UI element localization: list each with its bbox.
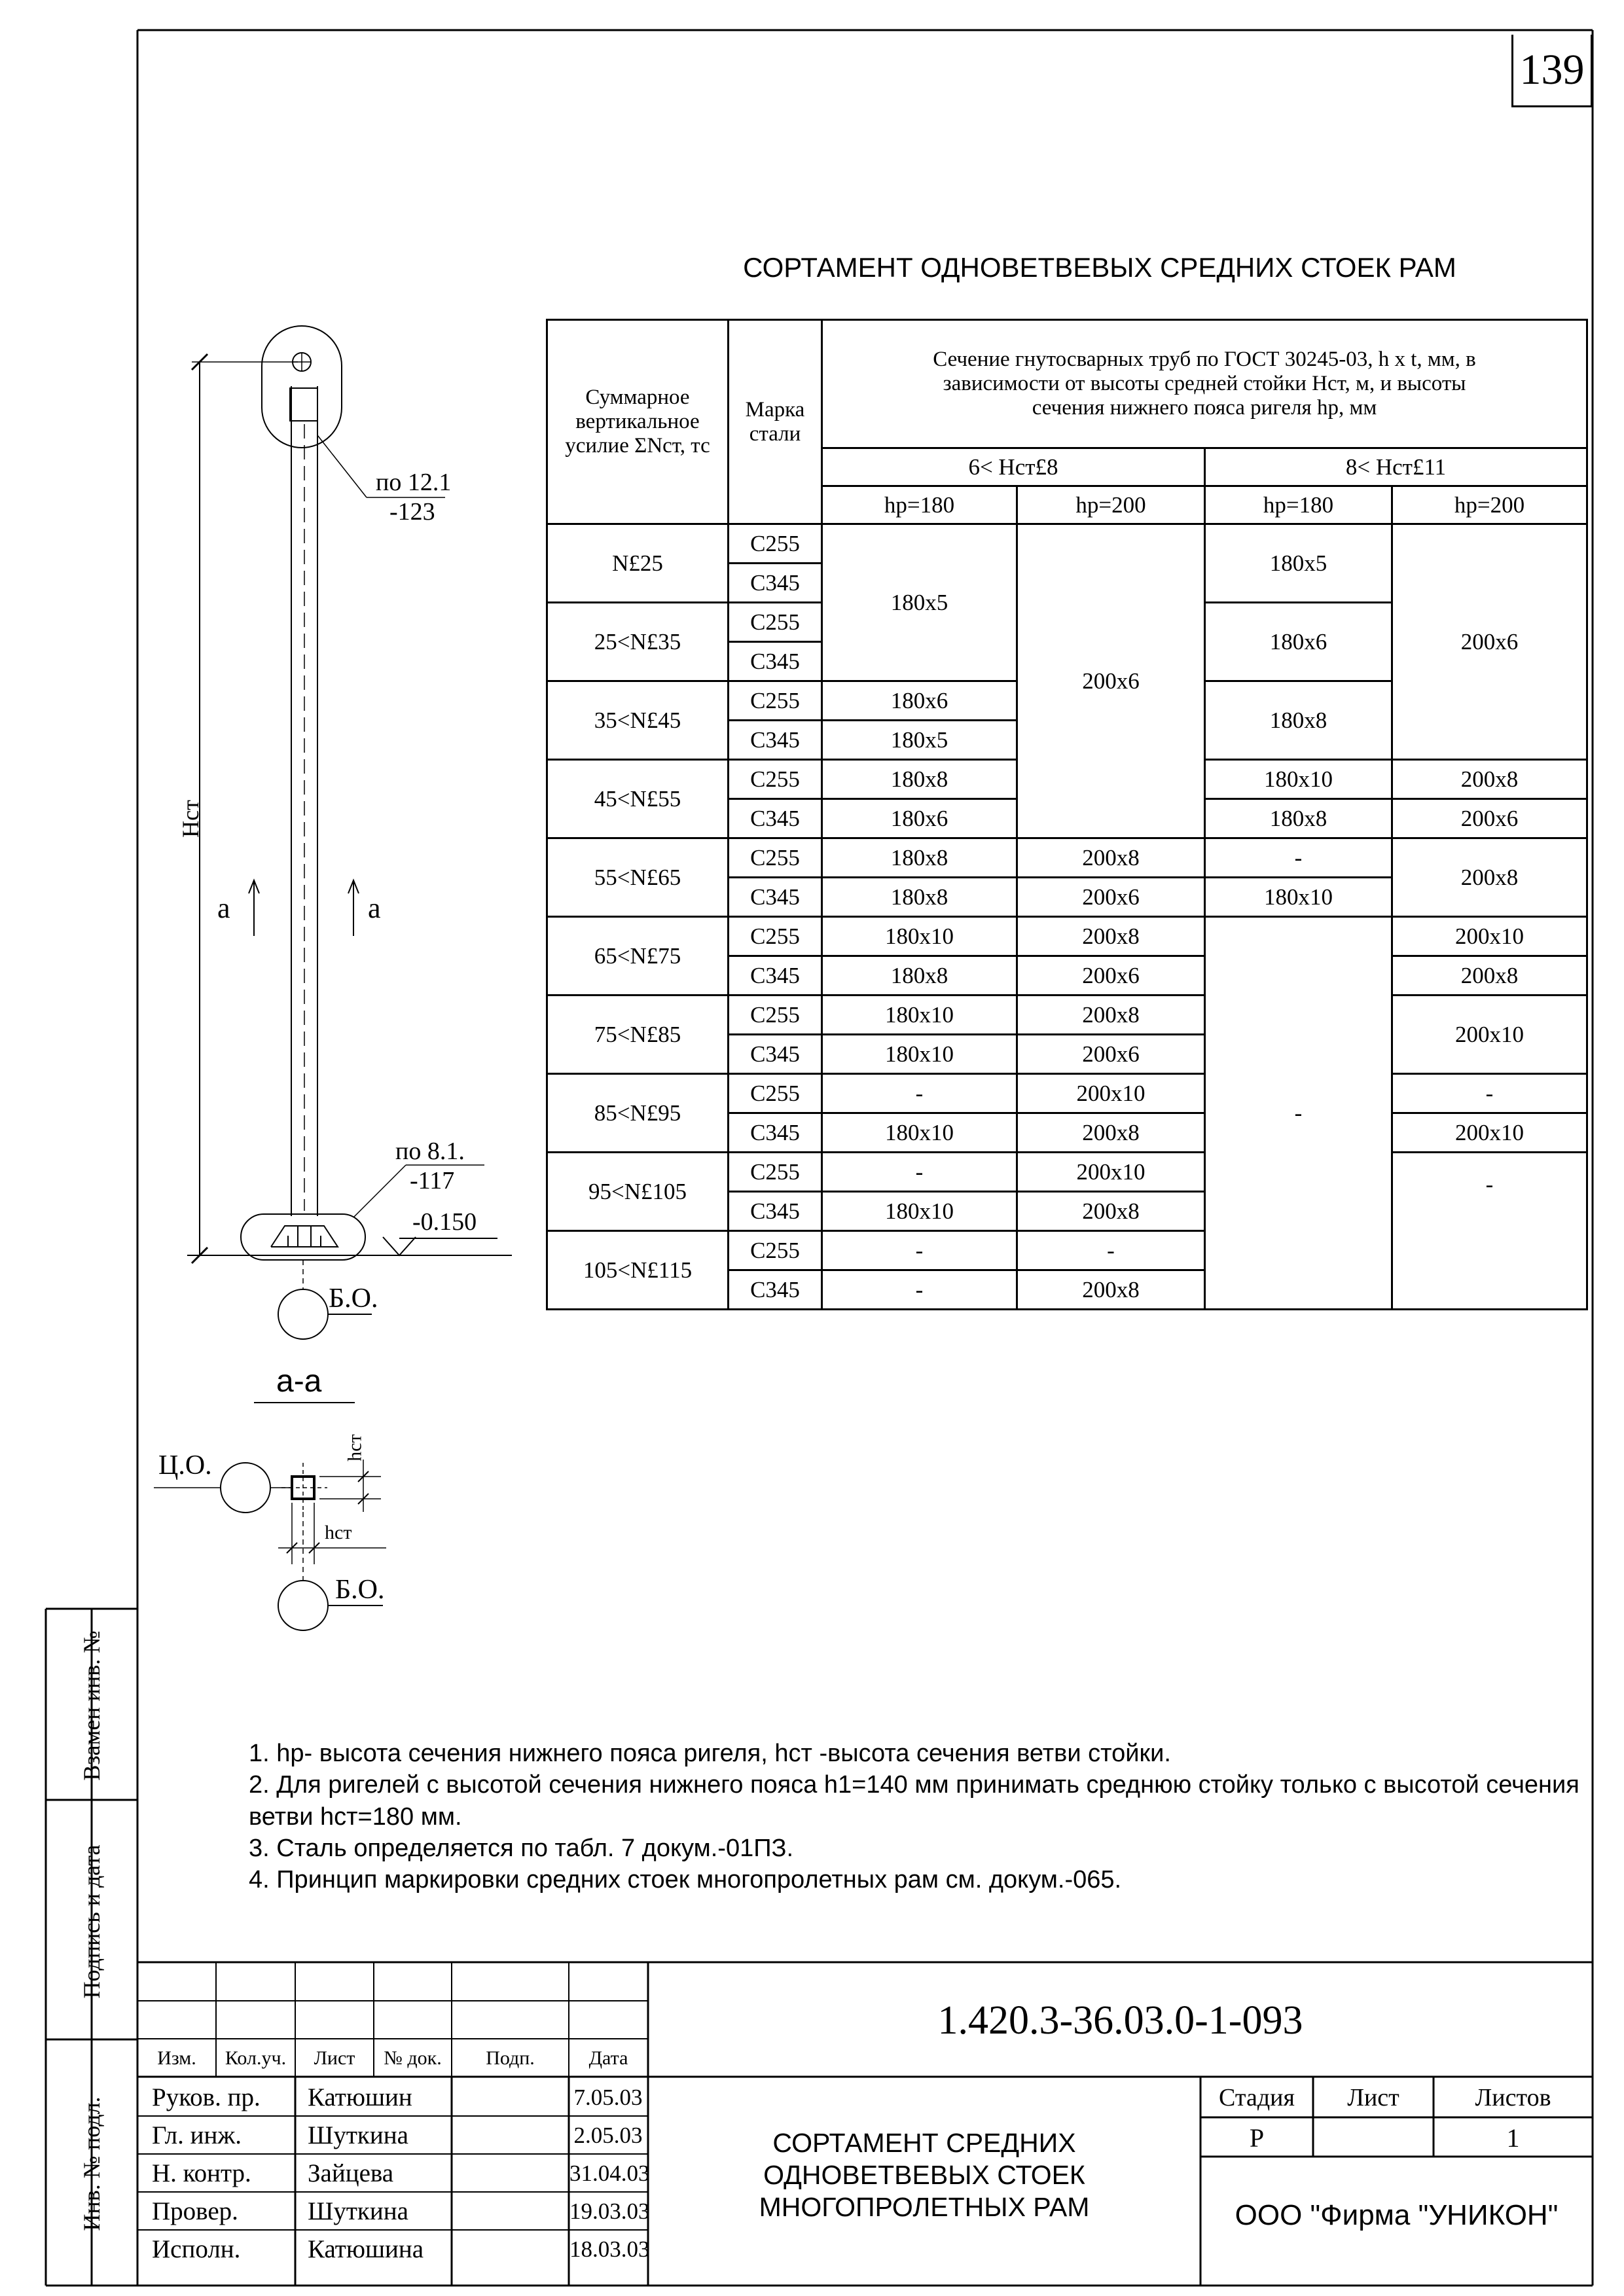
section-cell: 200x10 xyxy=(1017,1074,1205,1113)
ref-top-number: -123 xyxy=(389,498,435,526)
header-section: Сечение гнутосварных труб по ГОСТ 30245-03, h x t, мм, в зависимости от высоты средней стойки Нст, м, и высоты сечения нижнего пояса ригеля hр, мм xyxy=(822,320,1587,448)
section-cell: 200x6 xyxy=(1392,799,1587,838)
tb-header-date: Дата xyxy=(588,2047,628,2069)
tb-date: 18.03.03 xyxy=(569,2236,650,2262)
section-cell: - xyxy=(822,1231,1017,1270)
force-cell: 55<N£65 xyxy=(547,838,729,917)
steel-cell: С345 xyxy=(729,878,822,917)
force-cell: 25<N£35 xyxy=(547,603,729,681)
steel-cell: С255 xyxy=(729,1074,822,1113)
section-cell: - xyxy=(822,1074,1017,1113)
section-cell: 180x8 xyxy=(822,760,1017,799)
force-cell: 35<N£45 xyxy=(547,681,729,760)
axis-bottom-label: Б.О. xyxy=(329,1283,378,1314)
section-cell: 200x8 xyxy=(1017,1270,1205,1310)
force-cell: N£25 xyxy=(547,524,729,603)
section-cell: 200x10 xyxy=(1392,917,1587,956)
header-sub-1: hр=180 xyxy=(822,486,1017,524)
section-cell: 200x8 xyxy=(1392,956,1587,996)
note-item: 4. Принцип маркировки средних стоек многопролетных рам см. докум.-065. xyxy=(249,1866,1122,1893)
stage-value: Р xyxy=(1249,2123,1265,2153)
steel-cell: С255 xyxy=(729,1231,822,1270)
section-cell: 180x8 xyxy=(822,838,1017,878)
section-cell: 180x8 xyxy=(822,956,1017,996)
steel-cell: С345 xyxy=(729,1270,822,1310)
tb-header-izm: Изм. xyxy=(157,2047,196,2069)
tb-date: 31.04.03 xyxy=(569,2161,650,2186)
tb-date: 19.03.03 xyxy=(569,2198,650,2224)
tb-name: Катюшина xyxy=(308,2235,424,2263)
header-force: Суммарное вертикальное усилие ΣNст, тс xyxy=(547,320,729,524)
level-mark: -0.150 xyxy=(412,1208,477,1236)
section-cell: 200x8 xyxy=(1392,838,1587,917)
steel-cell: С345 xyxy=(729,799,822,838)
section-cell: 200x8 xyxy=(1017,996,1205,1035)
section-cell: 180x8 xyxy=(1205,799,1392,838)
steel-cell: С345 xyxy=(729,956,822,996)
side-label-inv: Инв. № подл. xyxy=(79,2096,105,2231)
section-cell: - xyxy=(1392,1153,1587,1310)
tb-header-kol: Кол.уч. xyxy=(225,2047,287,2069)
company-name: ООО "Фирма "УНИКОН" xyxy=(1235,2199,1559,2231)
section-cell: 200x10 xyxy=(1392,1113,1587,1153)
stage-label: Стадия xyxy=(1219,2084,1295,2111)
section-cell: 200x10 xyxy=(1017,1153,1205,1192)
document-name-line: МНОГОПРОЛЕТНЫХ РАМ xyxy=(759,2192,1090,2223)
tb-name: Зайцева xyxy=(308,2159,394,2187)
section-cell: 200x8 xyxy=(1017,917,1205,956)
steel-cell: С345 xyxy=(729,1035,822,1074)
document-name xyxy=(648,2127,1200,2224)
steel-cell: С255 xyxy=(729,524,822,564)
tb-date: 7.05.03 xyxy=(573,2085,643,2110)
document-name-line: ОДНОВЕТВЕВЫХ СТОЕК xyxy=(763,2160,1085,2191)
steel-cell: С345 xyxy=(729,1192,822,1231)
section-cell: 180x10 xyxy=(822,1192,1017,1231)
tb-name: Катюшин xyxy=(308,2083,412,2111)
force-cell: 85<N£95 xyxy=(547,1074,729,1153)
steel-cell: С255 xyxy=(729,603,822,642)
tb-role: Руков. пр. xyxy=(152,2083,261,2111)
section-cell: 200x10 xyxy=(1392,996,1587,1074)
section-cell: - xyxy=(1392,1074,1587,1113)
steel-cell: С345 xyxy=(729,642,822,681)
steel-cell: С255 xyxy=(729,838,822,878)
section-cell: 180x10 xyxy=(822,1035,1017,1074)
cut-mark-right: а xyxy=(368,892,381,924)
sheet-number: 139 xyxy=(1511,35,1593,107)
section-cell: 180x5 xyxy=(822,524,1017,681)
section-cell: 200x6 xyxy=(1017,524,1205,838)
section-cell: 180x10 xyxy=(1205,878,1392,917)
section-cell: 180x10 xyxy=(822,996,1017,1035)
section-cell: 200x6 xyxy=(1017,956,1205,996)
force-cell: 45<N£55 xyxy=(547,760,729,838)
section-cell: 180x10 xyxy=(822,1113,1017,1153)
section-cell: 200x8 xyxy=(1017,1192,1205,1231)
ref-top: по 12.1 xyxy=(376,469,452,496)
sheets-label: Листов xyxy=(1475,2084,1551,2111)
steel-cell: С345 xyxy=(729,1113,822,1153)
header-sub-3: hр=180 xyxy=(1205,486,1392,524)
steel-cell: С345 xyxy=(729,721,822,760)
section-cell: - xyxy=(822,1153,1017,1192)
section-cell: 200x8 xyxy=(1017,1113,1205,1153)
side-label-replace: Взамен инв. № xyxy=(79,1630,105,1781)
page-title: СОРТАМЕНТ ОДНОВЕТВЕВЫХ СРЕДНИХ СТОЕК РАМ xyxy=(743,252,1456,283)
tb-header-list: Лист xyxy=(314,2047,355,2069)
notes xyxy=(249,1738,1591,1895)
force-cell: 95<N£105 xyxy=(547,1153,729,1231)
section-cell: 200x8 xyxy=(1017,838,1205,878)
force-cell: 65<N£75 xyxy=(547,917,729,996)
document-name-line: СОРТАМЕНТ СРЕДНИХ xyxy=(772,2128,1076,2158)
section-cell: - xyxy=(1017,1231,1205,1270)
section-cell: 200x6 xyxy=(1017,878,1205,917)
tb-header-doc: № док. xyxy=(384,2047,442,2069)
section-cell: 180x8 xyxy=(822,878,1017,917)
section-cell: 180x6 xyxy=(822,799,1017,838)
axis-center-label: Ц.О. xyxy=(158,1450,212,1480)
section-cell: - xyxy=(1205,838,1392,878)
sheet-label: Лист xyxy=(1347,2084,1399,2111)
tb-name: Шуткина xyxy=(308,2197,408,2225)
header-group-2: 8< Нст£11 xyxy=(1205,448,1587,486)
section-cell: - xyxy=(1205,917,1392,1310)
tb-role: Гл. инж. xyxy=(152,2121,242,2149)
steel-cell: С255 xyxy=(729,1153,822,1192)
sheets-value: 1 xyxy=(1506,2123,1520,2153)
note-item: 3. Сталь определяется по табл. 7 докум.-01ПЗ. xyxy=(249,1834,794,1862)
sortament-table xyxy=(546,319,1588,1310)
cut-mark-left: а xyxy=(217,892,230,924)
force-cell: 75<N£85 xyxy=(547,996,729,1074)
height-label: Нст xyxy=(177,800,204,838)
section-cell: 180x8 xyxy=(1205,681,1392,760)
section-cell: 200x8 xyxy=(1392,760,1587,799)
tb-role: Исполн. xyxy=(152,2235,241,2263)
section-cell: 200x6 xyxy=(1017,1035,1205,1074)
tb-name: Шуткина xyxy=(308,2121,408,2149)
steel-cell: С345 xyxy=(729,564,822,603)
section-cell: 180x10 xyxy=(822,917,1017,956)
section-title: а-а xyxy=(276,1364,322,1399)
ref-bottom-number: -117 xyxy=(410,1167,455,1194)
steel-cell: С255 xyxy=(729,996,822,1035)
steel-cell: С255 xyxy=(729,917,822,956)
tb-date: 2.05.03 xyxy=(573,2123,643,2148)
note-item: 2. Для ригелей с высотой сечения нижнего пояса h1=140 мм принимать среднюю стойку только с высотой сечения ветви hст=180 мм. xyxy=(249,1771,1579,1831)
section-cell: 200x6 xyxy=(1392,524,1587,760)
header-sub-2: hр=200 xyxy=(1017,486,1205,524)
steel-cell: С255 xyxy=(729,681,822,721)
header-sub-4: hр=200 xyxy=(1392,486,1587,524)
section-cell: 180x5 xyxy=(822,721,1017,760)
document-code: 1.420.3-36.03.0-1-093 xyxy=(937,1998,1303,2043)
steel-cell: С255 xyxy=(729,760,822,799)
tb-role: Провер. xyxy=(152,2197,238,2225)
header-steel: Марка стали xyxy=(729,320,822,524)
section-cell: 180x5 xyxy=(1205,524,1392,603)
hst-label-vertical: hст xyxy=(344,1434,366,1462)
section-cell: 180x10 xyxy=(1205,760,1392,799)
header-group-1: 6< Нст£8 xyxy=(822,448,1205,486)
section-cell: - xyxy=(822,1270,1017,1310)
tb-role: Н. контр. xyxy=(152,2159,251,2187)
section-cell: 180x6 xyxy=(822,681,1017,721)
note-item: 1. hр- высота сечения нижнего пояса ригеля, hст -высота сечения ветви стойки. xyxy=(249,1740,1171,1767)
axis-bottom-label-2: Б.О. xyxy=(335,1575,385,1605)
tb-header-sign: Подп. xyxy=(486,2047,535,2069)
section-cell: 180x6 xyxy=(1205,603,1392,681)
hst-label-horizontal: hст xyxy=(325,1522,352,1543)
side-label-sign: Подпись и дата xyxy=(79,1844,105,1999)
ref-bottom: по 8.1. xyxy=(395,1138,465,1165)
force-cell: 105<N£115 xyxy=(547,1231,729,1310)
